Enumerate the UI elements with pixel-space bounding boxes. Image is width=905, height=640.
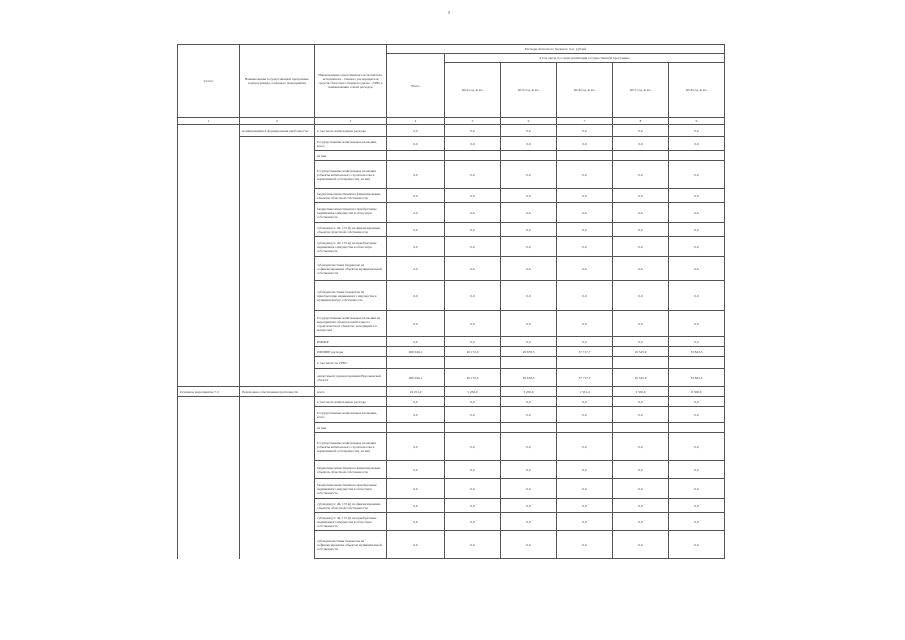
cell-year-value: 0,0 [613, 407, 669, 423]
cell-program-name [240, 281, 315, 311]
header-year: 2014 год, всего [445, 63, 501, 118]
column-number: 9 [669, 118, 725, 125]
cell-year-value: 0,0 [613, 337, 669, 347]
cell-program-name [240, 407, 315, 423]
cell-status [178, 281, 240, 311]
cell-year-value: 0,0 [557, 161, 613, 189]
cell-status [178, 433, 240, 461]
cell-status [178, 423, 240, 433]
cell-year-value: 0,0 [501, 397, 557, 407]
cell-year-value: 26 172,0 [445, 347, 501, 357]
cell-year-value: 0,0 [501, 513, 557, 531]
header-status: Статус [178, 45, 240, 118]
cell-total: 0,0 [387, 479, 445, 499]
cell-program-name [240, 189, 315, 203]
cell-year-value: 0,0 [669, 237, 725, 257]
cell-total: 16 251,0 [387, 387, 445, 397]
cell-status [178, 499, 240, 513]
cell-year-value: 0,0 [445, 137, 501, 151]
cell-year-value: 0,0 [669, 479, 725, 499]
cell-year-value: 0,0 [501, 499, 557, 513]
cell-year-value: 0,0 [557, 311, 613, 337]
cell-year-value: 0,0 [445, 161, 501, 189]
cell-status [178, 151, 240, 161]
cell-year-value: 1 331,4 [557, 387, 613, 397]
column-number: 3 [315, 118, 387, 125]
cell-year-value: 0,0 [501, 161, 557, 189]
cell-source: Государственные капитальные вложения (объекты капитального строительства и нормативной собственности), из них [315, 161, 387, 189]
column-number: 2 [240, 118, 315, 125]
header-in-program-years: в том числе по годам реализации государственной программы [445, 54, 725, 63]
table-row [178, 223, 725, 237]
cell-status [178, 461, 240, 479]
cell-year-value: 26 172,0 [445, 369, 501, 387]
cell-source: субсидии (ст. 49, 172 ф) на приобретение недвижимого имущества в областную собственность [315, 237, 387, 257]
cell-source: всего [315, 387, 387, 397]
header-year: 2018 год, всего [669, 63, 725, 118]
cell-source: НИОКР [315, 337, 387, 347]
cell-program-name [240, 499, 315, 513]
cell-program-name [240, 347, 315, 357]
cell-program-name [240, 357, 315, 369]
cell-total: 0,0 [387, 137, 445, 151]
cell-program-name [240, 479, 315, 499]
cell-total: 0,0 [387, 461, 445, 479]
cell-year-value: 0,0 [557, 137, 613, 151]
cell-total: 0,0 [387, 397, 445, 407]
cell-year-value: 0,0 [501, 337, 557, 347]
column-number: 6 [501, 118, 557, 125]
cell-year-value [501, 151, 557, 161]
cell-year-value: 0,0 [501, 223, 557, 237]
cell-program-name [240, 461, 315, 479]
cell-source: Государственные капитальные вложения (объекты капитального строительства и нормативной собственности), из них [315, 433, 387, 461]
cell-year-value: 29 678,5 [501, 347, 557, 357]
cell-status [178, 257, 240, 281]
cell-status [178, 531, 240, 559]
header-sources: Наименование ответственного исполнителя, исполнителя - главного распорядителя средств областного бюджета (далее - ГРБС), наименование статей расходов [315, 45, 387, 118]
cell-year-value: 0,0 [557, 281, 613, 311]
cell-year-value: 0,0 [613, 499, 669, 513]
cell-year-value: 0,0 [669, 125, 725, 137]
column-number: 8 [613, 118, 669, 125]
cell-status [178, 513, 240, 531]
table-row [178, 257, 725, 281]
cell-year-value: 0,0 [613, 531, 669, 559]
cell-status [178, 137, 240, 151]
cell-total: 0,0 [387, 125, 445, 137]
cell-year-value: 0,0 [613, 281, 669, 311]
cell-year-value: 33 843,5 [669, 369, 725, 387]
cell-year-value [613, 423, 669, 433]
table-row [178, 337, 725, 347]
cell-source: субсидии местным бюджетам на приобретение недвижимого имущества в муниципальную собственность [315, 281, 387, 311]
cell-total [387, 357, 445, 369]
table-row [178, 281, 725, 311]
cell-year-value: 0,0 [501, 137, 557, 151]
cell-year-value [557, 151, 613, 161]
column-number: 5 [445, 118, 501, 125]
cell-year-value: 29 678,5 [501, 369, 557, 387]
cell-source: бюджетные инвестиции на приобретение недвижимого имущества в областную собственность [315, 203, 387, 223]
cell-program-name [240, 397, 315, 407]
cell-year-value: 5 256,0 [445, 387, 501, 397]
cell-source: Государственные капитальные вложения, всего [315, 407, 387, 423]
cell-year-value: 0,0 [445, 499, 501, 513]
cell-year-value: 0,0 [613, 257, 669, 281]
cell-year-value [557, 357, 613, 369]
cell-year-value: 0,0 [557, 189, 613, 203]
cell-source: ПРОЧИЕ расходы [315, 347, 387, 357]
cell-year-value: 57 717,7 [557, 347, 613, 357]
cell-status [178, 237, 240, 257]
cell-year-value [501, 357, 557, 369]
table-row [178, 357, 725, 369]
table-row [178, 161, 725, 189]
cell-year-value: 0,0 [557, 203, 613, 223]
cell-status [178, 397, 240, 407]
cell-program-name: возникновения и формирования пробочности [240, 125, 315, 137]
table-row [178, 499, 725, 513]
cell-source: в том числе по ГРБС: [315, 357, 387, 369]
cell-year-value: 0,0 [445, 189, 501, 203]
table-row [178, 369, 725, 387]
cell-status [178, 407, 240, 423]
cell-year-value [613, 357, 669, 369]
cell-total: 0,0 [387, 531, 445, 559]
cell-total [387, 423, 445, 433]
cell-program-name [240, 137, 315, 151]
cell-year-value: 0,0 [445, 513, 501, 531]
header-year: 2017 год, всего [613, 63, 669, 118]
cell-year-value: 0,0 [557, 433, 613, 461]
cell-year-value: 0,0 [669, 531, 725, 559]
cell-year-value: 0,0 [613, 479, 669, 499]
cell-status [178, 357, 240, 369]
cell-program-name [240, 433, 315, 461]
cell-year-value [557, 423, 613, 433]
cell-year-value [613, 151, 669, 161]
cell-year-value: 0,0 [501, 203, 557, 223]
cell-year-value: 0,0 [669, 137, 725, 151]
cell-year-value: 0,0 [669, 513, 725, 531]
cell-status [178, 347, 240, 357]
cell-total: 0,0 [387, 311, 445, 337]
cell-source: в том числе капитальные расходы [315, 125, 387, 137]
cell-year-value [669, 151, 725, 161]
cell-source: бюджетные инвестиции на финансирование объектов областной собственности [315, 461, 387, 479]
cell-total: 0,0 [387, 237, 445, 257]
cell-year-value: 0,0 [557, 397, 613, 407]
table-row [178, 531, 725, 559]
cell-status: Основное мероприятие 7.2 [178, 387, 240, 397]
cell-year-value: 0,0 [501, 433, 557, 461]
cell-year-value: 0,0 [445, 203, 501, 223]
cell-source: из них [315, 423, 387, 433]
cell-year-value: 0,0 [613, 223, 669, 237]
cell-year-value: 0,0 [613, 433, 669, 461]
cell-year-value: 57 717,7 [557, 369, 613, 387]
cell-year-value: 0,0 [445, 479, 501, 499]
cell-status [178, 223, 240, 237]
cell-year-value [445, 423, 501, 433]
table-row [178, 433, 725, 461]
cell-total: 0,0 [387, 189, 445, 203]
cell-status [178, 125, 240, 137]
cell-year-value: 0,0 [669, 499, 725, 513]
cell-year-value: 16 545,9 [613, 369, 669, 387]
cell-year-value: 0,0 [613, 137, 669, 151]
cell-year-value [669, 423, 725, 433]
cell-source: субсидии (ст. 49, 172 ф) на финансирование объектов областной собственности [315, 223, 387, 237]
table-row [178, 397, 725, 407]
table-row [178, 203, 725, 223]
cell-year-value: 0,0 [669, 311, 725, 337]
cell-total: 0,0 [387, 433, 445, 461]
budget-table [177, 44, 725, 559]
column-number: 4 [387, 118, 445, 125]
cell-year-value: 0,0 [557, 237, 613, 257]
cell-total: 0,0 [387, 407, 445, 423]
cell-year-value: 0,0 [501, 407, 557, 423]
cell-program-name [240, 423, 315, 433]
cell-year-value: 0,0 [669, 161, 725, 189]
cell-year-value [501, 423, 557, 433]
cell-program-name [240, 337, 315, 347]
table-row [178, 387, 725, 397]
cell-year-value [445, 151, 501, 161]
cell-year-value: 0,0 [669, 397, 725, 407]
cell-year-value: 0,0 [613, 237, 669, 257]
cell-status [178, 311, 240, 337]
cell-year-value: 0,0 [501, 125, 557, 137]
cell-program-name: Пенсионное обеспечение пробочности [240, 387, 315, 397]
page-number: 8 [448, 10, 450, 15]
cell-source: Государственные капитальные вложения, всего [315, 137, 387, 151]
cell-program-name [240, 237, 315, 257]
table-row [178, 237, 725, 257]
cell-program-name [240, 311, 315, 337]
header-total: Всего [387, 54, 445, 118]
cell-program-name [240, 513, 315, 531]
cell-source: из них [315, 151, 387, 161]
cell-status [178, 369, 240, 387]
cell-year-value: 0,0 [445, 281, 501, 311]
cell-status [178, 189, 240, 203]
cell-year-value [445, 357, 501, 369]
cell-year-value: 0,0 [669, 203, 725, 223]
cell-year-value: 0,0 [613, 203, 669, 223]
cell-year-value: 0,0 [445, 311, 501, 337]
cell-source: субсидии (ст. 49, 172 ф) на финансирование объектов областной собственности [315, 499, 387, 513]
cell-year-value: 0,0 [669, 461, 725, 479]
cell-year-value: 0,0 [669, 223, 725, 237]
cell-year-value: 0,0 [613, 189, 669, 203]
cell-year-value: 0,0 [501, 281, 557, 311]
table-row [178, 125, 725, 137]
cell-year-value: 0,0 [445, 397, 501, 407]
cell-year-value: 0,0 [613, 161, 669, 189]
cell-year-value: 0,0 [501, 189, 557, 203]
cell-total: 0,0 [387, 161, 445, 189]
cell-year-value: 0,0 [557, 337, 613, 347]
cell-year-value: 0,0 [445, 223, 501, 237]
cell-year-value: 0,0 [557, 513, 613, 531]
cell-year-value: 0,0 [501, 311, 557, 337]
cell-year-value: 0,0 [445, 461, 501, 479]
cell-year-value: 0,0 [445, 125, 501, 137]
cell-year-value: 0,0 [445, 531, 501, 559]
cell-year-value: 0,0 [557, 479, 613, 499]
header-expenses-title: Расходы областного бюджета, тыс. рублей [387, 45, 725, 54]
table-row [178, 407, 725, 423]
table-row [178, 479, 725, 499]
cell-year-value: 16 545,9 [613, 347, 669, 357]
cell-year-value: 0,0 [613, 397, 669, 407]
cell-source: бюджетные инвестиции на приобретение недвижимого имущества в областную собственность [315, 479, 387, 499]
table-row [178, 137, 725, 151]
cell-total: 0,0 [387, 223, 445, 237]
cell-program-name [240, 369, 315, 387]
cell-source: субсидии (ст. 49, 172 ф) на приобретение недвижимого имущества в областную собственность [315, 513, 387, 531]
cell-total: 0,0 [387, 203, 445, 223]
cell-program-name [240, 531, 315, 559]
cell-status [178, 479, 240, 499]
cell-total: 0,0 [387, 499, 445, 513]
table-row [178, 423, 725, 433]
cell-year-value: 0,0 [669, 189, 725, 203]
cell-total: 490 046,1 [387, 369, 445, 387]
cell-year-value: 0,0 [669, 281, 725, 311]
cell-program-name [240, 223, 315, 237]
cell-total: 0,0 [387, 257, 445, 281]
cell-status [178, 337, 240, 347]
header-program-name: Наименование государственной программы, подпрограммы, основного мероприятия [240, 45, 315, 118]
cell-status [178, 161, 240, 189]
cell-source: субсидии местным бюджетам на софинансирование объектов муниципальной собственности [315, 257, 387, 281]
cell-year-value: 0,0 [557, 499, 613, 513]
cell-total: 0,0 [387, 513, 445, 531]
cell-year-value: 0,0 [445, 257, 501, 281]
cell-year-value: 3 250,0 [501, 387, 557, 397]
cell-year-value: 0,0 [501, 237, 557, 257]
cell-year-value: 0,0 [557, 223, 613, 237]
cell-year-value: 0,0 [501, 461, 557, 479]
column-number: 1 [178, 118, 240, 125]
cell-year-value: 0,0 [557, 125, 613, 137]
table-row [178, 151, 725, 161]
cell-year-value: 0,0 [669, 337, 725, 347]
cell-year-value: 33 843,5 [669, 347, 725, 357]
cell-year-value: 3 350,0 [613, 387, 669, 397]
cell-status [178, 203, 240, 223]
cell-year-value: 0,0 [557, 461, 613, 479]
cell-year-value: 0,0 [501, 531, 557, 559]
cell-year-value: 0,0 [669, 407, 725, 423]
cell-year-value: 0,0 [557, 257, 613, 281]
cell-year-value: 0,0 [445, 433, 501, 461]
header-year: 2016 год, всего [557, 63, 613, 118]
column-number: 7 [557, 118, 613, 125]
cell-year-value [669, 357, 725, 369]
cell-program-name [240, 151, 315, 161]
cell-program-name [240, 161, 315, 189]
cell-program-name [240, 257, 315, 281]
cell-year-value: 0,0 [501, 257, 557, 281]
table-body [178, 125, 725, 559]
cell-source: департамент здравоохранения Воронежской области [315, 369, 387, 387]
cell-year-value: 0,0 [445, 337, 501, 347]
cell-source: в том числе капитальные расходы [315, 397, 387, 407]
cell-year-value: 0,0 [557, 531, 613, 559]
cell-total [387, 151, 445, 161]
table-row [178, 513, 725, 531]
cell-year-value: 0,0 [445, 407, 501, 423]
cell-year-value: 0,0 [669, 433, 725, 461]
cell-year-value: 0,0 [501, 479, 557, 499]
cell-total: 0,0 [387, 337, 445, 347]
cell-total: 490 046,1 [387, 347, 445, 357]
cell-year-value: 0,0 [669, 257, 725, 281]
cell-year-value: 0,0 [613, 125, 669, 137]
table-row [178, 311, 725, 337]
table-row [178, 461, 725, 479]
cell-program-name [240, 203, 315, 223]
header-year: 2015 год, всего [501, 63, 557, 118]
cell-source: Государственные капитальные вложения на мероприятия объектов капитального строительства и объектов, находящихся в концессии [315, 311, 387, 337]
cell-source: бюджетные инвестиции на финансирование объектов областной собственности [315, 189, 387, 203]
table-row [178, 189, 725, 203]
cell-year-value: 0,0 [445, 237, 501, 257]
cell-year-value: 0,0 [557, 407, 613, 423]
cell-year-value: 6 500,0 [669, 387, 725, 397]
cell-total: 0,0 [387, 281, 445, 311]
cell-year-value: 0,0 [613, 311, 669, 337]
cell-year-value: 0,0 [613, 461, 669, 479]
cell-source: субсидии местным бюджетам на софинансирование объектов муниципальной собственности [315, 531, 387, 559]
cell-year-value: 0,0 [613, 513, 669, 531]
table-row [178, 347, 725, 357]
